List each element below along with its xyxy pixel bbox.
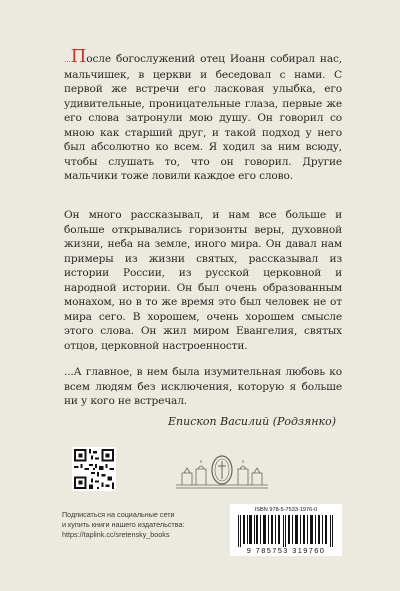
paragraph-1: [64, 46, 342, 184]
footer: [62, 447, 342, 567]
isbn-number: ISBN 978-5-7533-1976-0: [254, 507, 318, 513]
social-line-1: Подписаться на социальные сети: [62, 510, 175, 519]
author-signature: Епископ Василий (Родзянко): [168, 415, 336, 428]
social-line-2: и купить книги нашего издательства:: [62, 520, 185, 529]
publisher-emblem-icon: [172, 449, 272, 491]
dropcap-letter: П: [70, 46, 87, 67]
social-info: [62, 510, 222, 540]
social-link[interactable]: https://taplink.cc/sretensky_books: [62, 530, 170, 539]
paragraph-1-text: осле богослужений отец Иоанн собирал нас, мальчишек, в церкви и беседовал с нами. С первой же встречи его ласковая улыбка, его удивительные, проницательные глаза, первые же его слова затронули мою душу. Он говорил со мною как старший друг, и такой подход у него был абсолютно ко всем. Я ходил за ним всюду, чтобы слушать то, что он говорил. Другие мальчики тоже ловили каждое его слово.: [64, 53, 342, 182]
isbn-barcode: [230, 504, 342, 556]
paragraph-3: ...А главное, в нем была изумительная любовь ко всем людям без исключения, которую я больше ни у кого не встречал.: [64, 366, 342, 407]
barcode-icon: [238, 515, 334, 547]
barcode-digits: 9 785753 319760: [246, 546, 326, 555]
paragraph-2: Он много рассказывал, и нам все больше и больше открывались горизонты веры, духовной жизни, неба на земле, иного мира. Он давал нам примеры из жизни святых, рассказывал из истории России, из русской церковной и народной истории. Он был очень образованным монахом, но в то же время это был человек не от мира сего. В хорошем, очень хорошем смысле этого слова. Он жил миром Евангелия, святых отцов, церковной настроенности.: [64, 209, 342, 352]
qr-code-icon[interactable]: [72, 447, 116, 491]
lead-dots: ...: [64, 56, 71, 64]
